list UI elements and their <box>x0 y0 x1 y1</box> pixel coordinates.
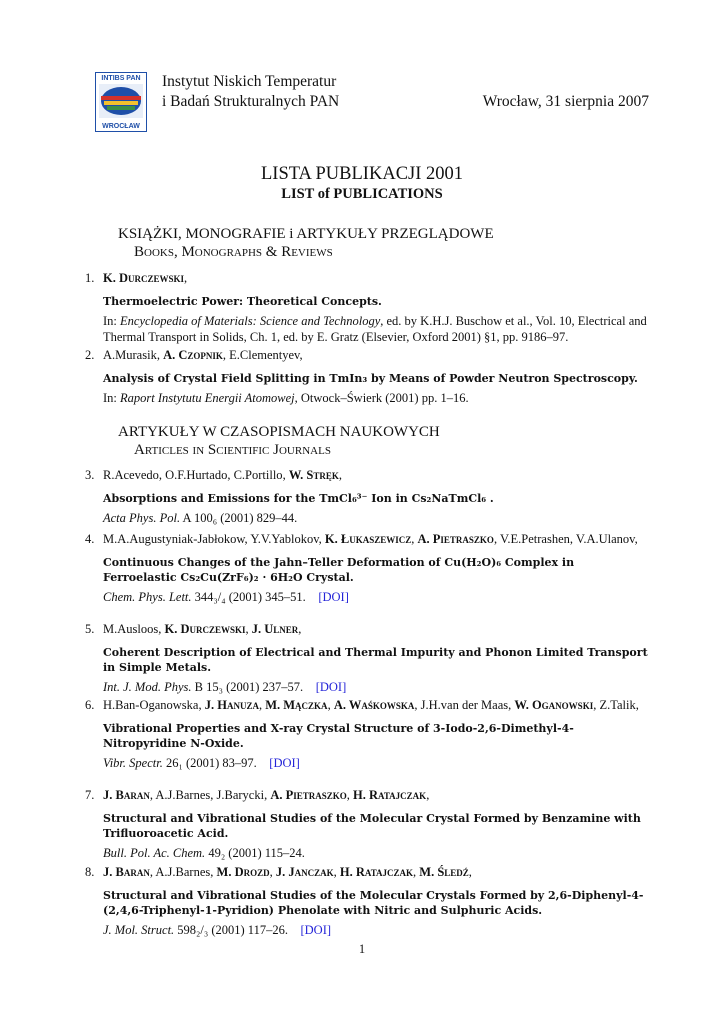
author-separator: , <box>569 532 576 546</box>
journal-name: Encyclopedia of Materials: Science and Technology <box>120 314 381 328</box>
author-separator: , <box>411 532 418 546</box>
author: E.Clementyev <box>229 348 300 362</box>
author-separator: , <box>149 865 156 879</box>
author-separator: , <box>468 865 472 879</box>
publication-source <box>103 845 650 861</box>
author: J.Barycki <box>216 788 265 802</box>
author-separator: , <box>318 532 325 546</box>
journal-name: Int. J. Mod. Phys. <box>103 680 192 694</box>
publication-entry <box>85 347 650 406</box>
author-separator: , <box>258 698 266 712</box>
source-details: B 15₃ (2001) 237–57. <box>191 680 304 694</box>
institute-author: W. Oganowski <box>514 698 594 712</box>
author-list <box>103 531 650 547</box>
institute-author: M. Drozd <box>216 865 270 879</box>
institute-author: J. Janczak <box>275 865 334 879</box>
author-separator: , <box>227 468 234 482</box>
author-separator: , <box>264 788 271 802</box>
entry-number: 4. <box>85 532 95 546</box>
entry-body <box>103 270 650 345</box>
institute-author: K. Durczewski <box>103 271 185 285</box>
source-prefix: In: <box>103 391 121 405</box>
section-heading-books <box>118 225 494 261</box>
author: O.F.Hurtado <box>165 468 228 482</box>
institute-author: K. Durczewski <box>164 622 246 636</box>
entry-body <box>103 697 650 771</box>
author: M.Ausloos <box>103 622 159 636</box>
author: A.Murasik <box>103 348 157 362</box>
author-separator: , <box>222 348 230 362</box>
logo-top-text: INTIBS PAN <box>101 75 141 82</box>
publication-entry <box>85 270 650 345</box>
publication-source <box>103 755 650 771</box>
institute-author: A. Pietraszko <box>270 788 347 802</box>
institute-author: J. Baran <box>103 788 150 802</box>
author: Z.Talik <box>599 698 636 712</box>
author-list <box>103 621 650 637</box>
author-separator: , <box>634 532 638 546</box>
author-separator: , <box>244 532 251 546</box>
section-heading-articles <box>118 423 440 459</box>
institute-author: J. Hanuza <box>204 698 259 712</box>
publication-entry <box>85 531 650 605</box>
source-details: 26₁ (2001) 83–97. <box>162 756 257 770</box>
author-separator: , <box>298 622 302 636</box>
institute-author: A. Czopnik <box>163 348 223 362</box>
entry-number: 3. <box>85 468 95 482</box>
institute-author: W. Stręk <box>288 468 339 482</box>
section-title-pl: KSIĄŻKI, MONOGRAFIE i ARTYKUŁY PRZEGLĄDOWE <box>118 226 494 242</box>
author-separator: , <box>635 698 639 712</box>
entry-body <box>103 347 650 406</box>
author: C.Portillo <box>233 468 283 482</box>
journal-name: Vibr. Spectr. <box>103 756 163 770</box>
author-separator: , <box>508 698 515 712</box>
section-title-pl: ARTYKUŁY W CZASOPISMACH NAUKOWYCH <box>118 424 440 440</box>
author-separator: , <box>184 271 188 285</box>
document-date: Wrocław, 31 sierpnia 2007 <box>482 93 649 110</box>
author-separator: , <box>299 348 303 362</box>
publication-title: Absorptions and Emissions for the TmCl₆³⁻ Ion in Cs₂NaTmCl₆ . <box>103 492 494 505</box>
author-separator: , <box>158 622 165 636</box>
publication-source <box>103 922 650 938</box>
source-details: A 100₆ (2001) 829–44. <box>180 511 298 525</box>
publication-source <box>103 589 650 605</box>
author-separator: , <box>346 788 354 802</box>
entry-body <box>103 467 650 526</box>
doi-link[interactable]: [DOI] <box>315 680 347 694</box>
publication-source <box>103 679 650 695</box>
source-details: , ed. by K.H.J. Buschow et al., Vol. 10, Electrical and Thermal Transport in Solids, Ch. 1, ed. by E. Gratz (Elsevier, Oxford 2001) §1, pp. 9186–97. <box>103 314 647 344</box>
author-separator: , <box>269 865 276 879</box>
publication-title: Vibrational Properties and X-ray Crystal Structure of 3-Iodo-2,6-Dimethyl-4-Nitropyridine N-Oxide. <box>103 722 574 750</box>
publication-title: Structural and Vibrational Studies of the Molecular Crystal Formed by Benzamine with Trifluoroacetic Acid. <box>103 812 641 840</box>
section-title-en: Books, Monographs & Reviews <box>134 244 333 260</box>
author: M.A.Augustyniak-Jabłokow <box>103 532 245 546</box>
publication-title: Analysis of Crystal Field Splitting in TmIn₃ by Means of Powder Neutron Spectroscopy. <box>103 372 638 385</box>
publication-entry <box>85 697 650 771</box>
entry-body <box>103 531 650 605</box>
entry-number: 6. <box>85 698 95 712</box>
publication-title: Thermoelectric Power: Theoretical Concepts. <box>103 295 382 308</box>
section-title-en: Articles in Scientific Journals <box>134 442 331 458</box>
entry-number: 5. <box>85 622 95 636</box>
institute-author: K. Łukaszewicz <box>324 532 412 546</box>
author-separator: , <box>338 468 342 482</box>
source-details: 598₂/₃ (2001) 117–26. <box>174 923 288 937</box>
entry-body <box>103 864 650 938</box>
institute-author: A. Waśkowska <box>333 698 415 712</box>
author: Y.V.Yablokov <box>250 532 319 546</box>
author-list <box>103 347 650 363</box>
author-list <box>103 864 650 880</box>
source-prefix: In: <box>103 314 121 328</box>
journal-name: J. Mol. Struct. <box>103 923 175 937</box>
author-list <box>103 467 650 483</box>
institute-logo <box>95 72 147 132</box>
doi-link[interactable]: [DOI] <box>269 756 300 770</box>
institute-line2: i Badań Strukturalnych PAN <box>162 93 340 110</box>
author-separator: , <box>282 468 289 482</box>
publication-title: Structural and Vibrational Studies of the Molecular Crystals Formed by 2,6-Diphenyl-4-(2,4,6-Triphenyl-1-Pyridion) Phenolate with Nitric and Sulphuric Acids. <box>103 889 644 917</box>
author-separator: , <box>156 348 164 362</box>
author-separator: , <box>333 865 340 879</box>
author: R.Acevedo <box>103 468 159 482</box>
entry-number: 7. <box>85 788 95 802</box>
entry-body <box>103 621 650 695</box>
author-separator: , <box>149 788 156 802</box>
publication-source <box>103 510 650 526</box>
logo-bottom-text: WROCŁAW <box>102 123 140 130</box>
author: J.H.van der Maas <box>420 698 509 712</box>
author-separator: , <box>327 698 334 712</box>
source-details: , Otwock–Świerk (2001) pp. 1–16. <box>294 391 469 405</box>
journal-name: Bull. Pol. Ac. Chem. <box>103 846 206 860</box>
entry-number: 8. <box>85 865 95 879</box>
institute-author: M. Mączka <box>265 698 328 712</box>
journal-name: Chem. Phys. Lett. <box>103 590 192 604</box>
author-separator: , <box>426 788 430 802</box>
doi-link[interactable]: [DOI] <box>300 923 332 937</box>
author-separator: , <box>245 622 252 636</box>
publication-source <box>103 313 650 345</box>
institute-author: A. Pietraszko <box>417 532 494 546</box>
publication-entry <box>85 787 650 861</box>
doi-link[interactable]: [DOI] <box>318 590 349 604</box>
author: V.E.Petrashen <box>499 532 570 546</box>
author-list <box>103 270 650 286</box>
publication-title: Coherent Description of Electrical and Thermal Impurity and Phonon Limited Transport in Simple Metals. <box>103 646 648 674</box>
institute-author: J. Baran <box>103 865 150 879</box>
author: V.A.Ulanov <box>575 532 635 546</box>
author-separator: , <box>210 788 217 802</box>
author-separator: , <box>198 698 205 712</box>
author: A.J.Barnes <box>155 788 211 802</box>
author-separator: , <box>414 698 421 712</box>
page-subtitle: LIST of PUBLICATIONS <box>281 186 443 202</box>
institute-author: M. Śledź <box>419 865 469 879</box>
author: H.Ban-Oganowska <box>103 698 199 712</box>
publication-entry <box>85 864 650 938</box>
entry-body <box>103 787 650 861</box>
author-list <box>103 787 650 803</box>
author-list <box>103 697 650 713</box>
author-separator: , <box>413 865 420 879</box>
author-separator: , <box>210 865 217 879</box>
publication-title: Continuous Changes of the Jahn–Teller Deformation of Cu(H₂O)₆ Complex in Ferroelastic Cs₂Cu(ZrF₆)₂ · 6H₂O Crystal. <box>103 556 575 584</box>
page-title: LISTA PUBLIKACJI 2001 <box>260 164 464 184</box>
journal-name: Acta Phys. Pol. <box>103 511 181 525</box>
journal-name: Raport Instytutu Energii Atomowej <box>120 391 295 405</box>
page-number: 1 <box>358 942 366 956</box>
entry-number: 2. <box>85 348 95 362</box>
author: A.J.Barnes <box>155 865 211 879</box>
publication-entry <box>85 621 650 695</box>
publication-source <box>103 390 650 406</box>
institute-line1: Instytut Niskich Temperatur <box>162 73 337 90</box>
institute-author: J. Ulner <box>251 622 299 636</box>
source-details: 49₂ (2001) 115–24. <box>205 846 305 860</box>
source-details: 344₃/₄ (2001) 345–51. <box>191 590 306 604</box>
institute-author: H. Ratajczak <box>339 865 414 879</box>
institute-name <box>162 72 339 112</box>
author-separator: , <box>493 532 500 546</box>
entry-number: 1. <box>85 271 95 285</box>
author-separator: , <box>593 698 600 712</box>
institute-author: H. Ratajczak <box>353 788 427 802</box>
author-separator: , <box>158 468 166 482</box>
publication-entry <box>85 467 650 526</box>
